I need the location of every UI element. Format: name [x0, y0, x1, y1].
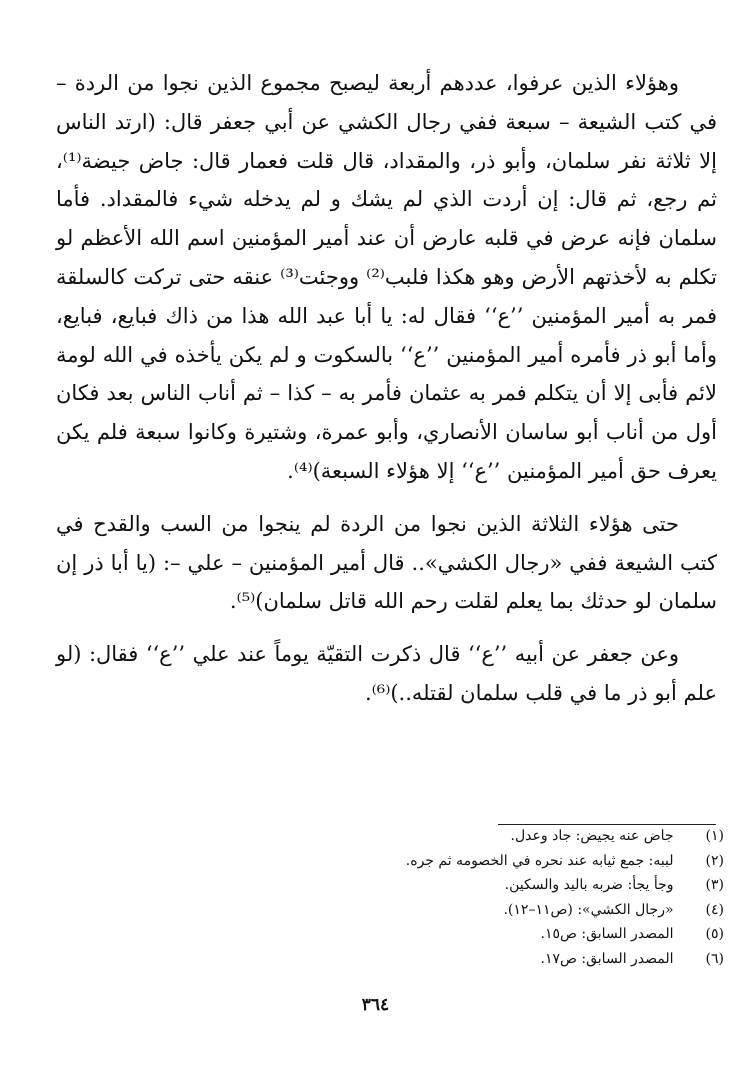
footnote-text: وجأ يجأ: ضربه باليد والسكين.: [504, 877, 674, 894]
footnote-text: المصدر السابق: ص١٧.: [540, 950, 674, 967]
footnote-text: «رجال الكشي»: (ص١١–١٢).: [503, 901, 674, 918]
footnote-number: (١): [705, 828, 724, 844]
footnote-text: المصدر السابق: ص١٥.: [540, 926, 674, 943]
main-text: [56, 64, 717, 713]
footnote-item: [230, 849, 724, 874]
footnote-number: (٥): [705, 926, 724, 943]
footnote-item: [230, 947, 724, 972]
footnote-item: [230, 922, 724, 947]
footnote-number: (٢): [705, 852, 724, 869]
footnote-number: (٤): [705, 901, 724, 918]
paragraph: حتى هؤلاء الثلاثة الذين نجوا من الردة لم ينجوا من السب والقدح في كتب الشيعة ففي «رجال الكشي».. قال أمير المؤمنين – علي –: (يا أبا ذر إن سلمان لو حدثك بما يعلم لقلت رحم الله قاتل سلمان)⁽⁵⁾.: [56, 511, 717, 614]
page-number: ٣٦٤: [361, 995, 390, 1015]
footnote-text: لببه: جمع ثيابه عند نحره في الخصومه ثم جره.: [405, 852, 674, 869]
paragraph: وهؤلاء الذين عرفوا، عددهم أربعة ليصبح مجموع الذين نجوا من الردة – في كتب الشيعة – سبعة ففي رجال الكشي عن أبي جعفر قال: (ارتد الناس إلا ثلاثة نفر سلمان، وأبو ذر، والمقداد، قال قلت فعمار قال: جاض جيضة⁽¹⁾، ثم رجع، ثم قال: إن أردت الذي لم يشك و لم يدخله شيء فالمقداد. فأما سلمان فإنه عرض في قلبه عارض أن عند أمير المؤمنين اسم الله الأعظم لو تكلم به لأخذتهم الأرض وهو هكذا فلبب⁽²⁾ ووجئت⁽³⁾ عنقه حتى تركت كالسلقة فمر به أمير المؤمنين ’’ع‘‘ فقال له: يا أبا عبد الله هذا من ذاك فبايع، فبايع، وأما أبو ذر فأمره أمير المؤمنين ’’ع‘‘ بالسكوت و لم يكن يأخذه في الله لومة لائم فأبى إلا أن يتكلم فمر به عثمان فأمر به – كذا – ثم أناب الناس بعد فكان أول من أناب أبو ساسان الأنصاري، وأبو عمرة، وشتيرة وكانوا سبعة فلم يكن يعرف حق أمير المؤمنين ’’ع‘‘ إلا هؤلاء السبعة)⁽⁴⁾.: [56, 71, 718, 483]
paragraph: وعن جعفر عن أبيه ’’ع‘‘ قال ذكرت التقيّة يوماً عند علي ’’ع‘‘ فقال: (لو علم أبو ذر ما في قلب سلمان لقتله..)⁽⁶⁾.: [56, 642, 717, 705]
footnotes-list: [230, 824, 724, 972]
footnote-item: [230, 824, 724, 849]
footnote-number: (٣): [705, 877, 724, 894]
footnote-text: جاض عنه يجيض: جاد وعدل.: [510, 828, 674, 844]
footnote-item: [230, 898, 724, 923]
footnote-item: [230, 873, 724, 898]
footnote-number: (٦): [705, 950, 724, 967]
